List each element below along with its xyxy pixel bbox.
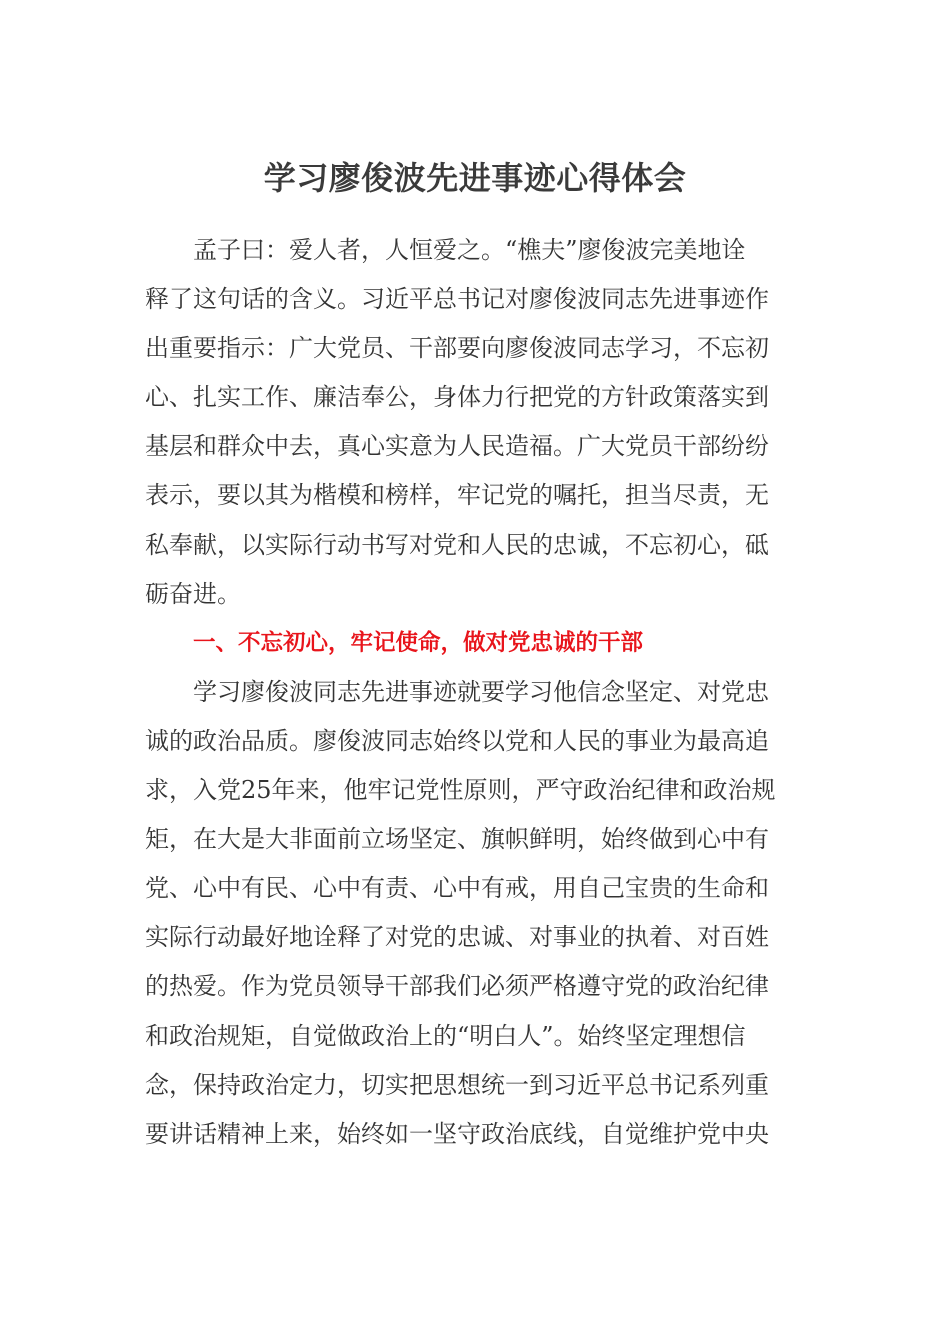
paragraph-line: 基层和群众中去，真心实意为人民造福。广大党员干部纷纷 <box>145 432 769 461</box>
paragraph-line: 矩，在大是大非面前立场坚定、旗帜鲜明，始终做到心中有 <box>145 825 769 854</box>
paragraph-line: 实际行动最好地诠释了对党的忠诚、对事业的执着、对百姓 <box>145 923 769 952</box>
paragraph-line: 心、扎实工作、廉洁奉公，身体力行把党的方针政策落实到 <box>145 383 769 412</box>
section-heading: 一、不忘初心，牢记使命，做对党忠诚的干部 <box>193 629 644 656</box>
paragraph-line: 出重要指示：广大党员、干部要向廖俊波同志学习，不忘初 <box>145 334 769 363</box>
paragraph-line: 党、心中有民、心中有责、心中有戒，用自己宝贵的生命和 <box>145 874 769 903</box>
paragraph-line: 学习廖俊波同志先进事迹就要学习他信念坚定、对党忠 <box>193 677 769 706</box>
paragraph-line: 私奉献，以实际行动书写对党和人民的忠诚，不忘初心，砥 <box>145 530 769 559</box>
document-title: 学习廖俊波先进事迹心得体会 <box>263 159 687 197</box>
paragraph-line: 表示，要以其为楷模和榜样，牢记党的嘱托，担当尽责，无 <box>145 481 769 510</box>
paragraph-line: 诚的政治品质。廖俊波同志始终以党和人民的事业为最高追 <box>145 726 769 755</box>
document-body <box>145 226 805 1159</box>
paragraph-line: 要讲话精神上来，始终如一坚守政治底线，自觉维护党中央 <box>145 1119 769 1148</box>
paragraph-line: 砺奋进。 <box>145 579 241 608</box>
paragraph-line: 和政治规矩，自觉做政治上的“明白人”。始终坚定理想信 <box>145 1021 746 1050</box>
paragraph-line: 求，入党25年来，他牢记党性原则，严守政治纪律和政治规 <box>145 776 776 805</box>
paragraph-line: 的热爱。作为党员领导干部我们必须严格遵守党的政治纪律 <box>145 972 769 1001</box>
paragraph-line: 念，保持政治定力，切实把思想统一到习近平总书记系列重 <box>145 1070 769 1099</box>
paragraph-line: 释了这句话的含义。习近平总书记对廖俊波同志先进事迹作 <box>145 285 769 314</box>
paragraph-line: 孟子曰：爱人者，人恒爱之。“樵夫”廖俊波完美地诠 <box>193 236 746 264</box>
